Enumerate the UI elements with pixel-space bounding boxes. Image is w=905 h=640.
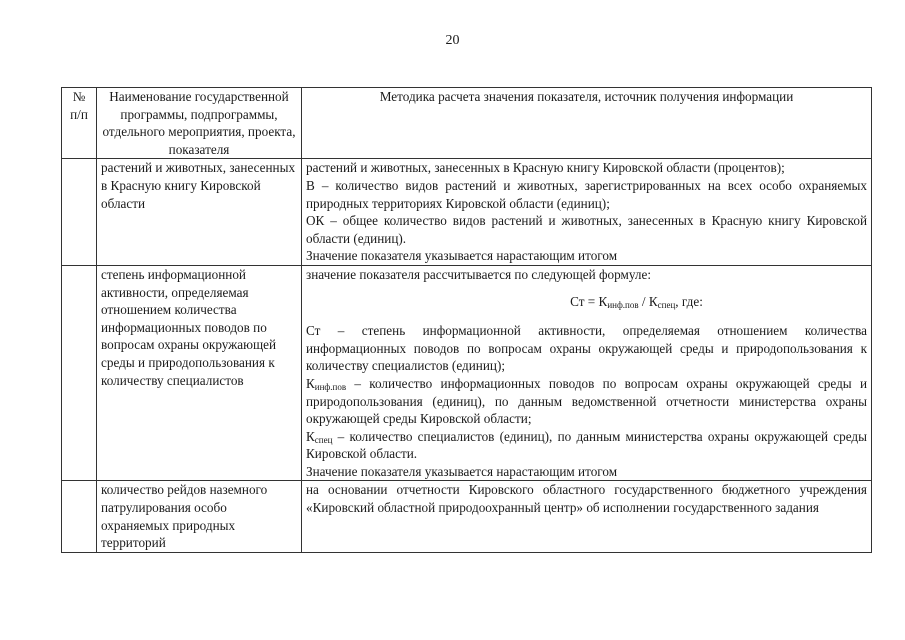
indicator-name: степень информационной активности, определяемая отношением количества информационных поводов по вопросам охраны окружающей среды и природопользования к количеству специалистов xyxy=(97,265,302,481)
formula-lhs: Ст = К xyxy=(570,293,608,309)
page-number: 20 xyxy=(445,33,460,48)
method-line: В – количество видов растений и животных, зарегистрированных на всех особо охраняемых природных территориях Кировской области (единиц); xyxy=(306,177,867,211)
table-row xyxy=(62,481,872,552)
symbol: К xyxy=(306,428,315,444)
symbol-subscript: инф.пов xyxy=(314,381,347,392)
indicator-methodology: на основании отчетности Кировского областного государственного бюджетного учреждения «Кировский областной природоохранный центр» об исполнении государственного задания xyxy=(302,481,872,552)
header-name: Наименование государственной программы, подпрограммы, отдельного мероприятия, проекта, показателя xyxy=(97,88,302,159)
indicator-methodology xyxy=(302,265,872,481)
indicator-methodology xyxy=(302,159,872,266)
table-row xyxy=(62,265,872,481)
definition-ct: Ст – степень информационной активности, определяемая отношением количества информационных поводов по вопросам охраны окружающей среды и природопользования к количеству специалистов (единиц); xyxy=(306,323,867,374)
method-intro: значение показателя рассчитывается по следующей формуле: xyxy=(306,266,652,282)
header-number: № п/п xyxy=(62,88,97,159)
formula xyxy=(306,293,867,311)
table-header-row xyxy=(62,88,872,159)
definition-kinf xyxy=(306,375,867,428)
indicator-name: количество рейдов наземного патрулирования особо охраняемых природных территорий xyxy=(97,481,302,552)
method-note: Значение показателя указывается нарастающим итогом xyxy=(306,463,618,479)
definition-kspec xyxy=(306,428,867,463)
row-number xyxy=(62,159,97,266)
header-methodology: Методика расчета значения показателя, источник получения информации xyxy=(302,88,872,159)
symbol: К xyxy=(306,375,315,391)
table-row xyxy=(62,159,872,266)
symbol-subscript: спец xyxy=(314,434,333,445)
indicator-methodology-table xyxy=(61,87,872,553)
row-number xyxy=(62,265,97,481)
method-line: растений и животных, занесенных в Красную книгу Кировской области (процентов); xyxy=(306,160,785,176)
formula-tail: , где: xyxy=(675,293,703,309)
indicator-name: растений и животных, занесенных в Красную книгу Кировской области xyxy=(97,159,302,266)
formula-subscript: спец xyxy=(657,299,676,310)
method-line: ОК – общее количество видов растений и животных, занесенных в Красную книгу Кировской области (единиц). xyxy=(306,213,867,246)
row-number xyxy=(62,481,97,552)
definition-text: – количество специалистов (единиц), по данным министерства охраны окружающей среды Кировской области. xyxy=(306,428,867,462)
formula-mid: / К xyxy=(638,293,658,309)
method-note: Значение показателя указывается нарастающим итогом xyxy=(306,248,618,264)
definition-text: – количество информационных поводов по вопросам охраны окружающей среды и природопользования (единиц), по данным ведомственной отчетности министерства охраны окружающей среды Кировской области; xyxy=(306,375,867,427)
formula-subscript: инф.пов xyxy=(607,299,639,310)
